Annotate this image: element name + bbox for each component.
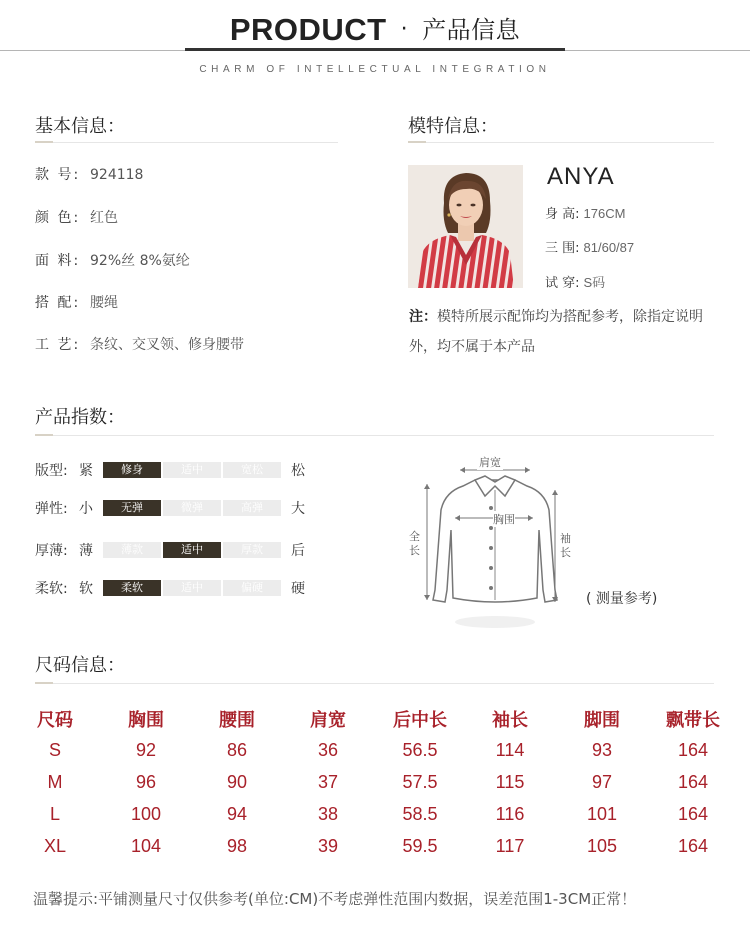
info-value: 红色 — [90, 210, 118, 226]
index-low: 薄 — [79, 543, 93, 559]
index-segment: 偏硬 — [223, 580, 281, 596]
model-row-measurements — [545, 237, 634, 256]
size-cell: 98 — [226, 836, 248, 856]
size-col-header: 肩宽 — [310, 710, 346, 731]
index-segment: 适中 — [163, 542, 221, 558]
basic-info-divider-mark — [35, 141, 53, 143]
size-cell: 86 — [226, 740, 248, 760]
size-cell: 97 — [591, 772, 613, 792]
product-index-divider — [35, 435, 714, 436]
index-segment: 薄款 — [103, 542, 161, 558]
model-value: S码 — [583, 275, 606, 290]
index-segment: 微弹 — [163, 500, 221, 516]
size-cell: 116 — [495, 804, 525, 824]
title-separator: · — [400, 17, 409, 42]
size-cell: 94 — [226, 804, 248, 824]
size-col-header: 袖长 — [492, 710, 528, 731]
index-label: 弹性: — [35, 501, 68, 517]
model-row-fitting — [545, 272, 605, 291]
size-col-header: 腰围 — [219, 710, 255, 731]
title-en: PRODUCT — [229, 12, 387, 47]
info-value: 92%丝 8%氨纶 — [90, 253, 190, 269]
model-key: 三 围: — [545, 241, 580, 256]
size-cell: 105 — [586, 836, 618, 856]
size-col-header: 胸围 — [128, 710, 164, 731]
product-index-divider-mark — [35, 434, 53, 436]
size-cell: 36 — [317, 740, 339, 760]
info-row-color — [35, 207, 118, 227]
info-row-style-no — [35, 164, 143, 184]
model-value: 81/60/87 — [583, 240, 635, 255]
index-segment: 适中 — [163, 462, 221, 478]
info-key: 款 号: — [35, 167, 81, 183]
size-cell: 58.5 — [402, 804, 438, 824]
index-segment: 柔软 — [103, 580, 161, 596]
info-row-match — [35, 292, 118, 312]
index-high: 后 — [291, 543, 305, 559]
index-segment: 修身 — [103, 462, 161, 478]
size-info-divider — [35, 683, 714, 684]
size-cell: 92 — [135, 740, 157, 760]
size-cell: 90 — [226, 772, 248, 792]
model-note-key: 注： — [409, 309, 437, 325]
index-label: 版型: — [35, 463, 68, 479]
size-cell: 115 — [495, 772, 525, 792]
measurement-tip: 温馨提示:平铺测量尺寸仅供参考(单位:CM)不考虑弹性范围内数据，误差范围1-3CM正常！ — [33, 890, 637, 908]
index-segment: 无弹 — [103, 500, 161, 516]
info-key: 工 艺: — [35, 337, 81, 353]
index-high: 大 — [291, 501, 305, 517]
size-cell: 57.5 — [402, 772, 438, 792]
index-label: 厚薄: — [35, 543, 68, 559]
model-key: 试 穿: — [545, 276, 580, 291]
size-col-header: 飘带长 — [666, 710, 720, 731]
header-subtitle: CHARM OF INTELLECTUAL INTEGRATION — [199, 64, 551, 75]
size-cell: 114 — [495, 740, 525, 760]
info-value: 条纹、交叉领、修身腰带 — [90, 337, 244, 353]
model-info-heading: 模特信息： — [408, 116, 498, 137]
model-name: ANYA — [547, 163, 615, 190]
size-cell: 104 — [130, 836, 162, 856]
model-key: 身 高: — [545, 207, 580, 222]
info-key: 颜 色: — [35, 210, 81, 226]
index-segment: 厚款 — [223, 542, 281, 558]
model-value: 176CM — [583, 206, 626, 221]
model-info-divider — [408, 142, 714, 143]
size-cell: 164 — [677, 804, 709, 824]
size-info-divider-mark — [35, 682, 53, 684]
header-divider-accent — [185, 48, 565, 51]
index-high: 硬 — [291, 581, 305, 597]
diagram-shoulder-label: 肩宽 — [479, 456, 501, 469]
size-cell: 56.5 — [402, 740, 438, 760]
model-note-text: 模特所展示配饰均为搭配参考，除指定说明外，均不属于本产品 — [409, 309, 703, 355]
size-cell: 164 — [677, 772, 709, 792]
size-col-header: 脚围 — [584, 710, 620, 731]
model-info-divider-mark — [408, 141, 426, 143]
size-cell: S — [48, 740, 61, 760]
size-cell: 96 — [135, 772, 157, 792]
page-title — [0, 10, 750, 48]
index-low: 软 — [79, 581, 93, 597]
basic-info-heading: 基本信息： — [35, 116, 125, 137]
size-cell: 100 — [130, 804, 162, 824]
size-cell: 93 — [591, 740, 613, 760]
diagram-length-label: 全长 — [409, 530, 420, 557]
measurement-reference: ( 测量参考) — [586, 591, 658, 607]
size-cell: 59.5 — [402, 836, 438, 856]
info-row-craft — [35, 334, 244, 354]
model-photo — [408, 165, 523, 288]
info-value: 腰绳 — [90, 295, 118, 311]
info-value: 924118 — [90, 167, 144, 183]
size-cell: L — [49, 804, 60, 824]
diagram-chest-label: 胸围 — [493, 513, 515, 526]
size-cell: 164 — [677, 836, 709, 856]
index-segment: 高弹 — [223, 500, 281, 516]
size-info-heading: 尺码信息： — [35, 655, 125, 676]
index-high: 松 — [291, 463, 305, 479]
size-cell: 117 — [495, 836, 525, 856]
size-col-header: 尺码 — [37, 710, 73, 731]
index-segment: 宽松 — [223, 462, 281, 478]
index-low: 小 — [79, 501, 93, 517]
size-cell: 164 — [677, 740, 709, 760]
index-low: 紧 — [79, 463, 93, 479]
index-segment: 适中 — [163, 580, 221, 596]
size-col-header: 后中长 — [393, 710, 447, 731]
model-row-height — [545, 203, 625, 222]
size-cell: 38 — [317, 804, 339, 824]
basic-info-divider — [35, 142, 338, 143]
info-key: 搭 配: — [35, 295, 81, 311]
model-note — [409, 302, 719, 362]
info-row-fabric — [35, 250, 190, 270]
shirt-measurement-diagram — [405, 450, 585, 635]
index-label: 柔软: — [35, 581, 68, 597]
size-cell: 37 — [317, 772, 339, 792]
size-cell: XL — [43, 836, 67, 856]
diagram-sleeve-label: 袖长 — [560, 532, 571, 559]
size-cell: 39 — [317, 836, 339, 856]
product-index-heading: 产品指数： — [35, 407, 125, 428]
size-cell: M — [47, 772, 63, 792]
info-key: 面 料: — [35, 253, 81, 269]
size-cell: 101 — [586, 804, 618, 824]
title-cn: 产品信息 — [422, 16, 521, 44]
